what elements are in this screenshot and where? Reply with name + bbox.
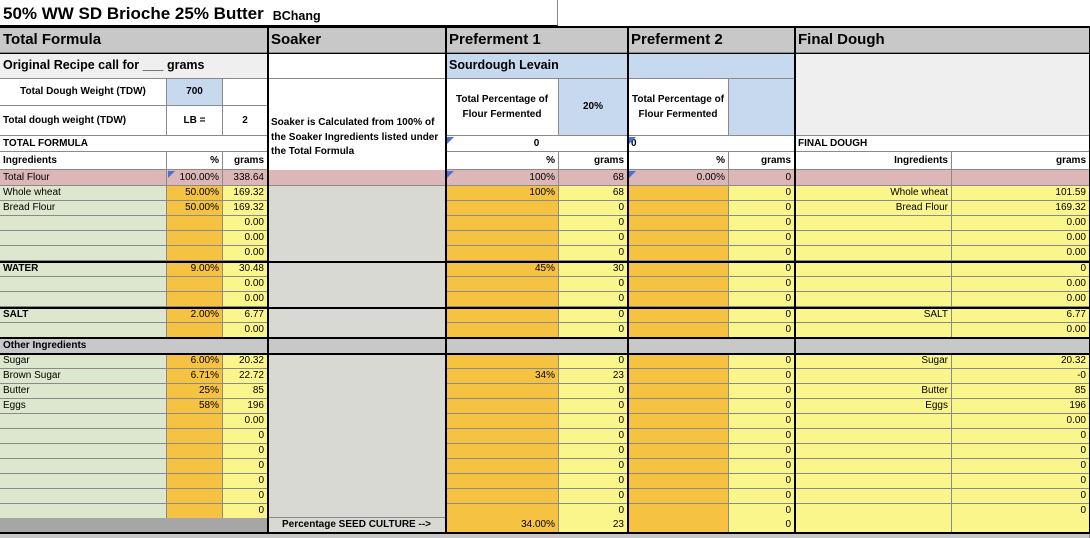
ingredient-name-cell[interactable] <box>0 459 167 474</box>
p2-pct-cell[interactable] <box>628 277 729 292</box>
p1-pct-cell[interactable] <box>446 474 559 489</box>
p2-total-flour-grams[interactable]: 0 <box>729 170 795 186</box>
author-name: BChang <box>272 8 321 23</box>
p1-pct-cell[interactable] <box>446 489 559 504</box>
section-divider <box>0 26 1090 28</box>
p1-pct-cell[interactable] <box>446 323 559 338</box>
fd-ingredient-name-cell[interactable] <box>795 459 952 474</box>
comment-indicator-icon <box>629 137 636 144</box>
fd-ingredient-name-cell[interactable]: Eggs <box>795 399 952 414</box>
p1-grams-cell[interactable]: 0 <box>559 459 628 474</box>
p2-grams-cell[interactable]: 0 <box>729 262 795 277</box>
p1-pct-cell[interactable] <box>446 231 559 246</box>
p1-grams-cell[interactable]: 0 <box>559 231 628 246</box>
ingredient-pct-cell[interactable]: 58% <box>167 399 223 414</box>
p1-total-flour-pct[interactable]: 100% <box>446 170 559 186</box>
fd-grams-cell[interactable]: 6.77 <box>952 308 1090 323</box>
lb-value-input[interactable]: 2 <box>223 106 268 136</box>
p2-pct-cell[interactable] <box>628 474 729 489</box>
p2-grams-cell[interactable]: 0 <box>729 384 795 399</box>
ingredient-name-cell[interactable] <box>0 489 167 504</box>
ingredient-name-cell[interactable] <box>0 414 167 429</box>
p2-col-header-pct[interactable]: % <box>628 152 729 170</box>
ingredient-grams-cell[interactable]: 0.00 <box>223 414 268 429</box>
section-divider <box>267 27 269 533</box>
ingredient-name-cell[interactable] <box>0 323 167 338</box>
p1-pct-cell[interactable] <box>446 429 559 444</box>
section-divider <box>0 307 1090 309</box>
preferment2-name-cell[interactable] <box>628 53 795 79</box>
ingredient-pct-cell[interactable] <box>167 459 223 474</box>
p1-pct-cell[interactable] <box>446 504 559 519</box>
ingredient-name-cell[interactable]: Brown Sugar <box>0 369 167 384</box>
p2-pct-cell[interactable] <box>628 323 729 338</box>
tdw-value-input[interactable]: 700 <box>167 79 223 106</box>
ingredient-grams-cell[interactable]: 0 <box>223 504 268 519</box>
ingredient-pct-cell[interactable]: 50.00% <box>167 201 223 216</box>
p2-pct-cell[interactable] <box>628 369 729 384</box>
fd-grams-cell[interactable]: 169.32 <box>952 201 1090 216</box>
section-header-final-dough[interactable]: Final Dough <box>795 27 1090 53</box>
p2-grams-cell[interactable]: 0 <box>729 201 795 216</box>
seed-culture-pct[interactable]: 34.00% <box>446 518 559 533</box>
p1-grams-cell[interactable]: 0 <box>559 414 628 429</box>
ingredient-pct-cell[interactable]: 2.00% <box>167 308 223 323</box>
col-header-grams[interactable]: grams <box>223 152 268 170</box>
col-header-ingredients[interactable]: Ingredients <box>0 152 167 170</box>
other-ingredients-header[interactable]: Other Ingredients <box>0 338 1090 354</box>
comment-indicator-icon <box>447 171 454 178</box>
ingredient-name-cell[interactable]: Sugar <box>0 354 167 369</box>
p1-grams-cell[interactable]: 30 <box>559 262 628 277</box>
comment-indicator-icon <box>168 171 175 178</box>
p2-total-flour-pct[interactable]: 0.00% <box>628 170 729 186</box>
p1-pct-cell[interactable] <box>446 246 559 261</box>
p1-total-flour-grams[interactable]: 68 <box>559 170 628 186</box>
p2-grams-cell[interactable]: 0 <box>729 246 795 261</box>
seed-culture-label[interactable]: Percentage SEED CULTURE --> <box>268 518 446 533</box>
ingredient-name-cell[interactable]: Eggs <box>0 399 167 414</box>
p1-pct-cell[interactable] <box>446 277 559 292</box>
p2-grams-cell[interactable]: 0 <box>729 354 795 369</box>
fd-ingredient-name-cell[interactable] <box>795 369 952 384</box>
p2-pct-cell[interactable] <box>628 308 729 323</box>
ingredient-name-cell[interactable] <box>0 429 167 444</box>
p2-pct-cell[interactable] <box>628 292 729 307</box>
section-header-soaker[interactable]: Soaker <box>268 27 446 53</box>
section-divider <box>0 53 1090 54</box>
p2-grams-cell[interactable]: 0 <box>729 444 795 459</box>
p2-grams-cell[interactable]: 0 <box>729 459 795 474</box>
p2-grams-cell[interactable]: 0 <box>729 323 795 338</box>
p1-pct-cell[interactable] <box>446 201 559 216</box>
seed-fd-grams[interactable] <box>952 518 1090 533</box>
fd-grams-cell[interactable]: -0 <box>952 369 1090 384</box>
p2-grams-cell[interactable]: 0 <box>729 474 795 489</box>
seed-culture-grams[interactable]: 23 <box>559 518 628 533</box>
p2-pct-cell[interactable] <box>628 231 729 246</box>
ingredient-grams-cell[interactable]: 169.32 <box>223 201 268 216</box>
p1-zero-cell[interactable]: 0 <box>446 136 628 152</box>
p1-pct-cell[interactable] <box>446 216 559 231</box>
ingredient-name-cell[interactable]: Whole wheat <box>0 186 167 201</box>
original-recipe-cell[interactable]: Original Recipe call for ___ grams <box>0 53 268 79</box>
section-divider <box>627 27 629 533</box>
col-header-pct[interactable]: % <box>167 152 223 170</box>
final-dough-label[interactable]: FINAL DOUGH <box>795 136 1090 152</box>
p1-grams-cell[interactable]: 0 <box>559 489 628 504</box>
p2-pct-cell[interactable] <box>628 186 729 201</box>
p2-pct-cell[interactable] <box>628 399 729 414</box>
fd-grams-cell[interactable]: 0.00 <box>952 246 1090 261</box>
p2-pct-cell[interactable] <box>628 504 729 519</box>
fd-ingredient-name-cell[interactable]: SALT <box>795 308 952 323</box>
p1-grams-cell[interactable]: 0 <box>559 292 628 307</box>
p1-grams-cell[interactable]: 0 <box>559 429 628 444</box>
tdw-label[interactable]: Total Dough Weight (TDW) <box>0 79 167 106</box>
ingredient-grams-cell[interactable]: 0.00 <box>223 246 268 261</box>
p1-grams-cell[interactable]: 0 <box>559 354 628 369</box>
p1-pct-cell[interactable]: 34% <box>446 369 559 384</box>
p2-pct-cell[interactable] <box>628 216 729 231</box>
fd-ingredient-name-cell[interactable] <box>795 262 952 277</box>
fd-col-header-ingredients[interactable]: Ingredients <box>795 152 952 170</box>
p2-zero-cell[interactable]: 0 <box>628 136 795 152</box>
p1-grams-cell[interactable]: 23 <box>559 369 628 384</box>
seed-fd-name[interactable] <box>795 518 952 533</box>
final-dough-blank-cell[interactable] <box>795 53 1090 136</box>
p1-pct-cell[interactable] <box>446 384 559 399</box>
section-divider <box>445 27 447 533</box>
p2-grams-cell[interactable]: 0 <box>729 369 795 384</box>
p2-pct-fermented-label[interactable]: Total Percentage of Flour Fermented <box>628 79 729 136</box>
fd-ingredient-name-cell[interactable] <box>795 323 952 338</box>
fd-ingredient-name-cell[interactable] <box>795 231 952 246</box>
ingredient-grams-cell[interactable]: 0.00 <box>223 292 268 307</box>
ingredient-pct-cell[interactable] <box>167 277 223 292</box>
ingredient-pct-cell[interactable] <box>167 429 223 444</box>
p2-pct-cell[interactable] <box>628 354 729 369</box>
section-divider <box>0 353 1090 355</box>
ingredient-pct-cell[interactable] <box>167 246 223 261</box>
ingredient-name-cell[interactable] <box>0 277 167 292</box>
p1-grams-cell[interactable]: 0 <box>559 504 628 519</box>
ingredient-grams-cell[interactable]: 30.48 <box>223 262 268 277</box>
ingredient-grams-cell[interactable]: 0 <box>223 429 268 444</box>
p1-grams-cell[interactable]: 68 <box>559 186 628 201</box>
ingredient-grams-cell[interactable]: 85 <box>223 384 268 399</box>
fd-ingredient-name-cell[interactable] <box>795 489 952 504</box>
fd-ingredient-name-cell[interactable]: Bread Flour <box>795 201 952 216</box>
p2-pct-cell[interactable] <box>628 459 729 474</box>
seed-p2-grams[interactable]: 0 <box>729 518 795 533</box>
fd-grams-cell[interactable]: 0.00 <box>952 323 1090 338</box>
p1-pct-cell[interactable] <box>446 444 559 459</box>
p1-col-header-pct[interactable]: % <box>446 152 559 170</box>
p1-pct-cell[interactable]: 45% <box>446 262 559 277</box>
fd-ingredient-name-cell[interactable] <box>795 292 952 307</box>
p1-grams-cell[interactable]: 0 <box>559 444 628 459</box>
fd-ingredient-name-cell[interactable] <box>795 277 952 292</box>
fd-ingredient-name-cell[interactable] <box>795 414 952 429</box>
p1-grams-cell[interactable]: 0 <box>559 308 628 323</box>
ingredient-grams-cell[interactable]: 20.32 <box>223 354 268 369</box>
fd-ingredient-name-cell[interactable] <box>795 246 952 261</box>
ingredient-name-cell[interactable] <box>0 504 167 519</box>
total-formula-label[interactable]: TOTAL FORMULA <box>0 136 268 152</box>
fd-grams-cell[interactable]: 0 <box>952 474 1090 489</box>
ingredient-pct-cell[interactable] <box>167 216 223 231</box>
p1-pct-cell[interactable] <box>446 399 559 414</box>
ingredient-pct-cell[interactable] <box>167 489 223 504</box>
ingredient-name-cell[interactable] <box>0 444 167 459</box>
p1-grams-cell[interactable]: 0 <box>559 384 628 399</box>
ingredient-grams-cell[interactable]: 0 <box>223 474 268 489</box>
ingredient-pct-cell[interactable]: 6.00% <box>167 354 223 369</box>
lb-label[interactable]: LB = <box>167 106 223 136</box>
fd-ingredient-name-cell[interactable] <box>795 504 952 519</box>
p1-col-header-grams[interactable]: grams <box>559 152 628 170</box>
p1-grams-cell[interactable]: 0 <box>559 201 628 216</box>
p2-grams-cell[interactable]: 0 <box>729 186 795 201</box>
total-flour-grams[interactable]: 338.64 <box>223 170 268 186</box>
section-divider <box>0 337 1090 339</box>
fd-grams-cell[interactable]: 0.00 <box>952 231 1090 246</box>
p1-grams-cell[interactable]: 0 <box>559 246 628 261</box>
section-header-preferment2[interactable]: Preferment 2 <box>628 27 795 53</box>
ingredient-name-cell[interactable]: Bread Flour <box>0 201 167 216</box>
fd-grams-cell[interactable]: 0.00 <box>952 277 1090 292</box>
ingredient-pct-cell[interactable]: 6.71% <box>167 369 223 384</box>
fd-ingredient-name-cell[interactable] <box>795 444 952 459</box>
ingredient-name-cell[interactable] <box>0 216 167 231</box>
ingredient-name-cell[interactable] <box>0 231 167 246</box>
comment-indicator-icon <box>447 137 454 144</box>
seed-p2-pct[interactable] <box>628 518 729 533</box>
sheet-cell[interactable] <box>223 79 268 106</box>
p1-pct-cell[interactable] <box>446 414 559 429</box>
ingredient-grams-cell[interactable]: 0.00 <box>223 231 268 246</box>
p2-pct-cell[interactable] <box>628 489 729 504</box>
p2-grams-cell[interactable]: 0 <box>729 277 795 292</box>
section-divider <box>0 532 1090 534</box>
ingredient-pct-cell[interactable] <box>167 292 223 307</box>
fd-ingredient-name-cell[interactable] <box>795 216 952 231</box>
fd-ingredient-name-cell[interactable] <box>795 429 952 444</box>
ingredient-grams-cell[interactable]: 196 <box>223 399 268 414</box>
ingredient-name-cell[interactable]: WATER <box>0 262 167 277</box>
ingredient-pct-cell[interactable] <box>167 323 223 338</box>
soaker-flour-cell[interactable] <box>268 170 446 186</box>
ingredient-grams-cell[interactable]: 0 <box>223 444 268 459</box>
fd-grams-cell[interactable]: 0.00 <box>952 414 1090 429</box>
recipe-title: 50% WW SD Brioche 25% Butter <box>3 4 264 23</box>
fd-grams-cell[interactable]: 101.59 <box>952 186 1090 201</box>
ingredient-pct-cell[interactable]: 50.00% <box>167 186 223 201</box>
fd-col-header-grams[interactable]: grams <box>952 152 1090 170</box>
soaker-blank-cell[interactable] <box>268 53 446 79</box>
soaker-note[interactable]: Soaker is Calculated from 100% of the Soaker Ingredients listed under the Total Formula <box>268 79 446 171</box>
p2-pct-cell[interactable] <box>628 444 729 459</box>
fd-grams-cell[interactable]: 0.00 <box>952 216 1090 231</box>
fd-ingredient-name-cell[interactable] <box>795 474 952 489</box>
fd-ingredient-name-cell[interactable]: Sugar <box>795 354 952 369</box>
seed-blank-cell[interactable] <box>0 518 268 533</box>
fd-ingredient-name-cell[interactable]: Whole wheat <box>795 186 952 201</box>
fd-grams-cell[interactable]: 0 <box>952 429 1090 444</box>
section-divider <box>0 261 1090 263</box>
ingredient-pct-cell[interactable] <box>167 414 223 429</box>
levain-name-cell[interactable]: Sourdough Levain <box>446 53 628 79</box>
p2-pct-fermented-input[interactable] <box>729 79 795 136</box>
fd-grams-cell[interactable]: 196 <box>952 399 1090 414</box>
section-header-total-formula[interactable]: Total Formula <box>0 27 268 53</box>
ingredient-grams-cell[interactable]: 0 <box>223 459 268 474</box>
ingredient-grams-cell[interactable]: 0.00 <box>223 277 268 292</box>
ingredient-grams-cell[interactable]: 22.72 <box>223 369 268 384</box>
ingredient-grams-cell[interactable]: 169.32 <box>223 186 268 201</box>
p1-grams-cell[interactable]: 0 <box>559 399 628 414</box>
p1-pct-cell[interactable]: 100% <box>446 186 559 201</box>
p2-pct-cell[interactable] <box>628 246 729 261</box>
ingredient-pct-cell[interactable] <box>167 444 223 459</box>
fd-grams-cell[interactable]: 0 <box>952 262 1090 277</box>
ingredient-name-cell[interactable]: Butter <box>0 384 167 399</box>
soaker-other-ingredients-block[interactable] <box>268 354 446 518</box>
fd-total-flour-name[interactable] <box>795 170 952 186</box>
p2-grams-cell[interactable]: 0 <box>729 489 795 504</box>
p2-grams-cell[interactable]: 0 <box>729 292 795 307</box>
p1-pct-cell[interactable] <box>446 354 559 369</box>
ingredient-grams-cell[interactable]: 0.00 <box>223 323 268 338</box>
recipe-title-cell[interactable] <box>0 0 558 26</box>
ingredient-pct-cell[interactable] <box>167 504 223 519</box>
section-header-preferment1[interactable]: Preferment 1 <box>446 27 628 53</box>
p2-pct-cell[interactable] <box>628 414 729 429</box>
p1-grams-cell[interactable]: 0 <box>559 474 628 489</box>
fd-grams-cell[interactable]: 0 <box>952 489 1090 504</box>
fd-grams-cell[interactable]: 0 <box>952 444 1090 459</box>
p2-pct-cell[interactable] <box>628 262 729 277</box>
p2-grams-cell[interactable]: 0 <box>729 216 795 231</box>
fd-total-flour-grams[interactable] <box>952 170 1090 186</box>
p1-pct-cell[interactable] <box>446 292 559 307</box>
p2-col-header-grams[interactable]: grams <box>729 152 795 170</box>
fd-ingredient-name-cell[interactable]: Butter <box>795 384 952 399</box>
p1-pct-fermented-input[interactable]: 20% <box>559 79 628 136</box>
p1-grams-cell[interactable]: 0 <box>559 277 628 292</box>
p2-grams-cell[interactable]: 0 <box>729 399 795 414</box>
ingredient-pct-cell[interactable]: 25% <box>167 384 223 399</box>
fd-grams-cell[interactable]: 0 <box>952 459 1090 474</box>
p1-grams-cell[interactable]: 0 <box>559 323 628 338</box>
tdw-lb-label[interactable]: Total dough weight (TDW) <box>0 106 167 136</box>
ingredient-name-cell[interactable]: SALT <box>0 308 167 323</box>
p1-grams-cell[interactable]: 0 <box>559 216 628 231</box>
total-flour-name[interactable]: Total Flour <box>0 170 167 186</box>
p2-pct-cell[interactable] <box>628 201 729 216</box>
p1-pct-cell[interactable] <box>446 459 559 474</box>
ingredient-grams-cell[interactable]: 0.00 <box>223 216 268 231</box>
ingredient-pct-cell[interactable] <box>167 231 223 246</box>
comment-indicator-icon <box>629 171 636 178</box>
p2-grams-cell[interactable]: 0 <box>729 231 795 246</box>
ingredient-name-cell[interactable] <box>0 246 167 261</box>
section-divider <box>794 27 796 533</box>
p2-pct-cell[interactable] <box>628 429 729 444</box>
fd-grams-cell[interactable]: 0.00 <box>952 292 1090 307</box>
p2-grams-cell[interactable]: 0 <box>729 308 795 323</box>
ingredient-grams-cell[interactable]: 6.77 <box>223 308 268 323</box>
p1-pct-cell[interactable] <box>446 308 559 323</box>
ingredient-grams-cell[interactable]: 0 <box>223 489 268 504</box>
total-flour-pct[interactable]: 100.00% <box>167 170 223 186</box>
ingredient-pct-cell[interactable]: 9.00% <box>167 262 223 277</box>
ingredient-name-cell[interactable] <box>0 292 167 307</box>
fd-grams-cell[interactable]: 85 <box>952 384 1090 399</box>
fd-grams-cell[interactable]: 20.32 <box>952 354 1090 369</box>
fd-grams-cell[interactable]: 0 <box>952 504 1090 519</box>
p2-grams-cell[interactable]: 0 <box>729 429 795 444</box>
ingredient-pct-cell[interactable] <box>167 474 223 489</box>
ingredient-name-cell[interactable] <box>0 474 167 489</box>
p1-pct-fermented-label[interactable]: Total Percentage of Flour Fermented <box>446 79 559 136</box>
p2-pct-cell[interactable] <box>628 384 729 399</box>
p2-grams-cell[interactable]: 0 <box>729 414 795 429</box>
p2-grams-cell[interactable]: 0 <box>729 504 795 519</box>
